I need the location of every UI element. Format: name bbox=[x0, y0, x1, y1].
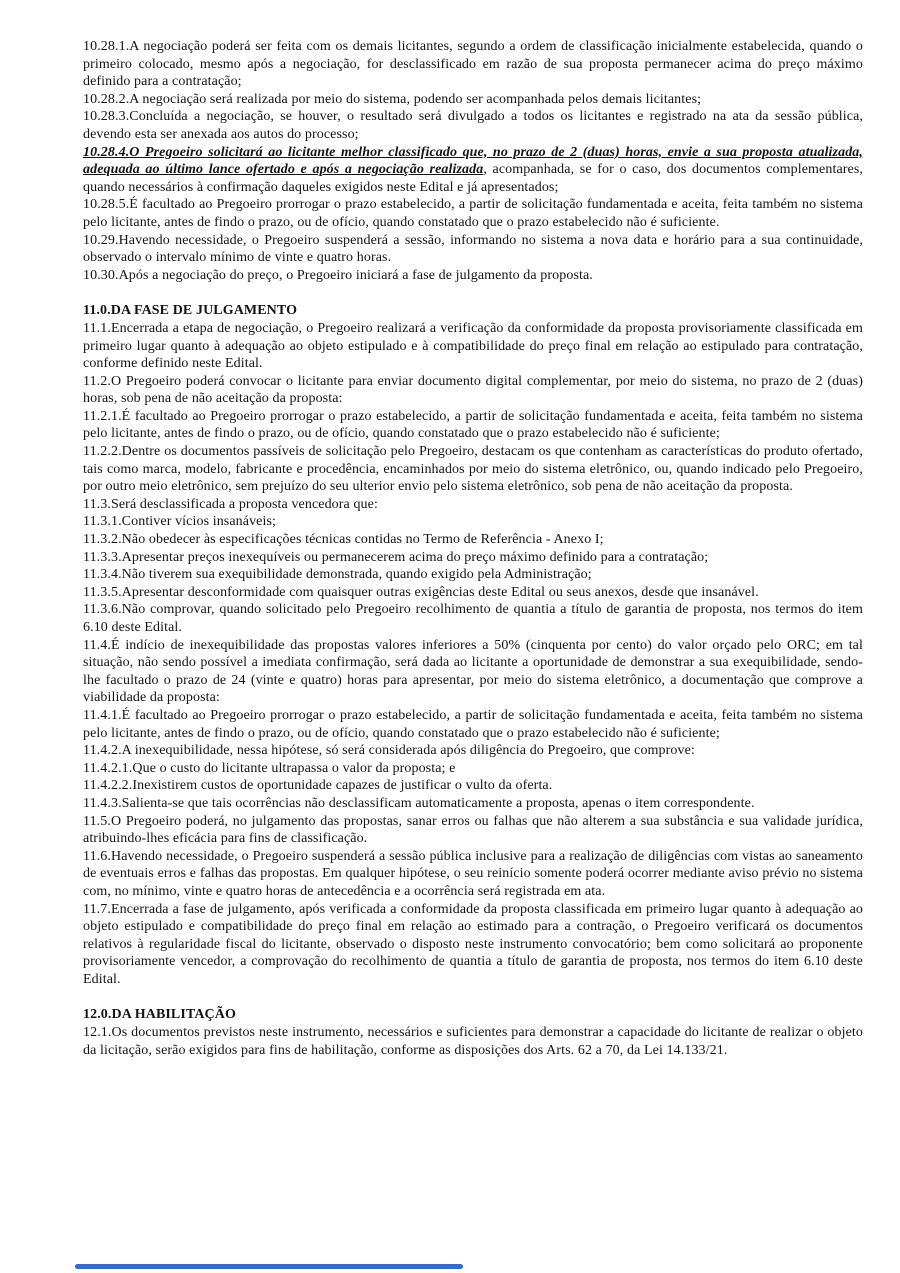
paragraph: 11.4.2.2.Inexistirem custos de oportunidade capazes de justificar o vulto da oferta. bbox=[83, 778, 553, 794]
paragraph: 10.28.1.A negociação poderá ser feita com os demais licitantes, segundo a ordem de classificação inicialmente estabelecida, quando o primeiro colocado, mesmo após a negociação, for desclassificado em razão de sua proposta permanecer acima do preço máximo definido para a contratação; bbox=[83, 39, 863, 90]
paragraph: 11.4.1.É facultado ao Pregoeiro prorrogar o prazo estabelecido, a partir de solicitação fundamentada e aceita, feita também no sistema pelo licitante, antes de findo o prazo, ou de ofício, quando constatado que o prazo estabelecido não é suficiente; bbox=[83, 707, 863, 741]
paragraph: 11.7.Encerrada a fase de julgamento, após verificada a conformidade da proposta classificada em primeiro lugar quanto à adequação ao objeto estipulado e compatibilidade do preço final em relação ao estimado para a contração, o Pregoeiro verificará os documentos relativos à regularidade fiscal do licitante, observado o disposto neste instrumento convocatório; bem como solicitará ao proponente provisoriamente vencedor, a comprovação do recolhimento de quantia a título de garantia de proposta, nos termos do item 6.10 deste Edital. bbox=[83, 901, 863, 987]
section-heading: 12.0.DA HABILITAÇÃO bbox=[83, 1007, 236, 1023]
paragraph: 10.28.5.É facultado ao Pregoeiro prorrogar o prazo estabelecido, a partir de solicitação fundamentada e aceita, feita também no sistema pelo licitante, antes de findo o prazo, ou de ofício, quando constatado que o prazo estabelecido não é suficiente. bbox=[83, 197, 863, 230]
emphasized-clause: 10.28.4.O Pregoeiro solicitará ao licitante melhor classificado que, no prazo de 2 (duas) horas, envie a sua proposta atualizada, adequada ao último lance ofertado e após a negociação realizada bbox=[83, 144, 863, 178]
paragraph-spacer bbox=[83, 988, 863, 1006]
paragraph: 11.4.2.1.Que o custo do licitante ultrapassa o valor da proposta; e bbox=[83, 760, 456, 776]
paragraph: 10.28.2.A negociação será realizada por meio do sistema, podendo ser acompanhada pelos demais licitantes; bbox=[83, 91, 702, 107]
paragraph: 11.5.O Pregoeiro poderá, no julgamento das propostas, sanar erros ou falhas que não alterem a sua substância e sua validade jurídica, atribuindo-lhes eficácia para fins de classificação. bbox=[83, 813, 863, 847]
paragraph: 11.3.3.Apresentar preços inexequíveis ou permanecerem acima do preço máximo definido para a contratação; bbox=[83, 549, 709, 565]
section-heading: 11.0.DA FASE DE JULGAMENTO bbox=[83, 303, 298, 319]
paragraph bbox=[83, 144, 863, 197]
paragraph: 11.2.1.É facultado ao Pregoeiro prorrogar o prazo estabelecido, a partir de solicitação fundamentada e aceita, feita também no sistema pelo licitante, antes de findo o prazo, ou de ofício, quando constatado que o prazo estabelecido não é suficiente; bbox=[83, 408, 863, 442]
paragraph: 11.2.O Pregoeiro poderá convocar o licitante para enviar documento digital complementar, por meio do sistema, no prazo de 2 (duas) horas, sob pena de não aceitação da proposta: bbox=[83, 373, 863, 407]
paragraph: 11.3.Será desclassificada a proposta vencedora que: bbox=[83, 496, 378, 512]
paragraph: 11.4.2.A inexequibilidade, nessa hipótese, só será considerada após diligência do Pregoeiro, que comprove: bbox=[83, 743, 695, 759]
paragraph: 11.1.Encerrada a etapa de negociação, o Pregoeiro realizará a verificação da conformidade da proposta provisoriamente classificada em primeiro lugar quanto à adequação ao objeto estipulado e à compatibilidade do preço final em relação ao estipulado para contratação, conforme definido neste Edital. bbox=[83, 320, 863, 372]
paragraph: 11.2.2.Dentre os documentos passíveis de solicitação pelo Pregoeiro, destacam os que contenham as características do produto ofertado, tais como marca, modelo, fabricante e procedência, encaminhados por meio do sistema eletrônico, ou, quando indicado pelo Pregoeiro, por outro meio eletrônico, sem prejuízo do seu ulterior envio pelo sistema eletrônico, sob pena de não aceitação da proposta. bbox=[83, 444, 863, 495]
paragraph: 11.3.4.Não tiverem sua exequibilidade demonstrada, quando exigido pela Administração; bbox=[83, 567, 592, 583]
paragraph: 11.3.5.Apresentar desconformidade com quaisquer outras exigências deste Edital ou seus anexos, desde que insanável. bbox=[83, 584, 759, 600]
paragraph: 11.4.3.Salienta-se que tais ocorrências não desclassificam automaticamente a proposta, apenas o item correspondente. bbox=[83, 795, 755, 811]
document-body bbox=[83, 38, 863, 1059]
paragraph: 10.29.Havendo necessidade, o Pregoeiro suspenderá a sessão, informando no sistema a nova data e horário para a sua continuidade, observado o intervalo mínimo de vinte e quatro horas. bbox=[83, 232, 863, 266]
paragraph: 10.28.3.Concluída a negociação, se houver, o resultado será divulgado a todos os licitantes e registrado na ata da sessão pública, devendo esta ser anexada aos autos do processo; bbox=[83, 109, 863, 142]
paragraph: 11.3.6.Não comprovar, quando solicitado pelo Pregoeiro recolhimento de quantia a título de garantia de proposta, nos termos do item 6.10 deste Edital. bbox=[83, 602, 863, 635]
paragraph: 12.1.Os documentos previstos neste instrumento, necessários e suficientes para demonstrar a capacidade do licitante de realizar o objeto da licitação, serão exigidos para fins de habilitação, conforme as disposições dos Arts. 62 a 70, da Lei 14.133/21. bbox=[83, 1025, 863, 1058]
paragraph-text: , acompanhada, se for o caso, dos documentos complementares, quando necessários à confirmação daqueles exigidos neste Edital e já apresentados; bbox=[83, 162, 863, 195]
paragraph: 11.3.1.Contiver vícios insanáveis; bbox=[83, 514, 277, 530]
paragraph: 11.4.É indício de inexequibilidade das propostas valores inferiores a 50% (cinquenta por cento) do valor orçado pelo ORC; em tal situação, não sendo possível a imediata confirmação, será dada ao licitante a oportunidade de demonstrar a sua exequibilidade, sendo-lhe facultado o prazo de 24 (vinte e quatro) horas para apresentar, por meio do sistema eletrônico, a documentação que comprove a viabilidade da proposta: bbox=[83, 637, 863, 706]
paragraph: 10.30.Após a negociação do preço, o Pregoeiro iniciará a fase de julgamento da proposta. bbox=[83, 267, 593, 283]
paragraph: 11.6.Havendo necessidade, o Pregoeiro suspenderá a sessão pública inclusive para a realização de diligências com vistas ao saneamento de eventuais erros e falhas das propostas. Em qualquer hipótese, o seu reinício somente poderá ocorrer mediante aviso prévio no sistema com, no mínimo, vinte e quatro horas de antecedência e a ocorrência será registrada em ata. bbox=[83, 848, 863, 899]
horizontal-scrollbar-thumb[interactable] bbox=[75, 1264, 463, 1269]
paragraph-spacer bbox=[83, 284, 863, 302]
paragraph: 11.3.2.Não obedecer às especificações técnicas contidas no Termo de Referência - Anexo I; bbox=[83, 532, 604, 548]
